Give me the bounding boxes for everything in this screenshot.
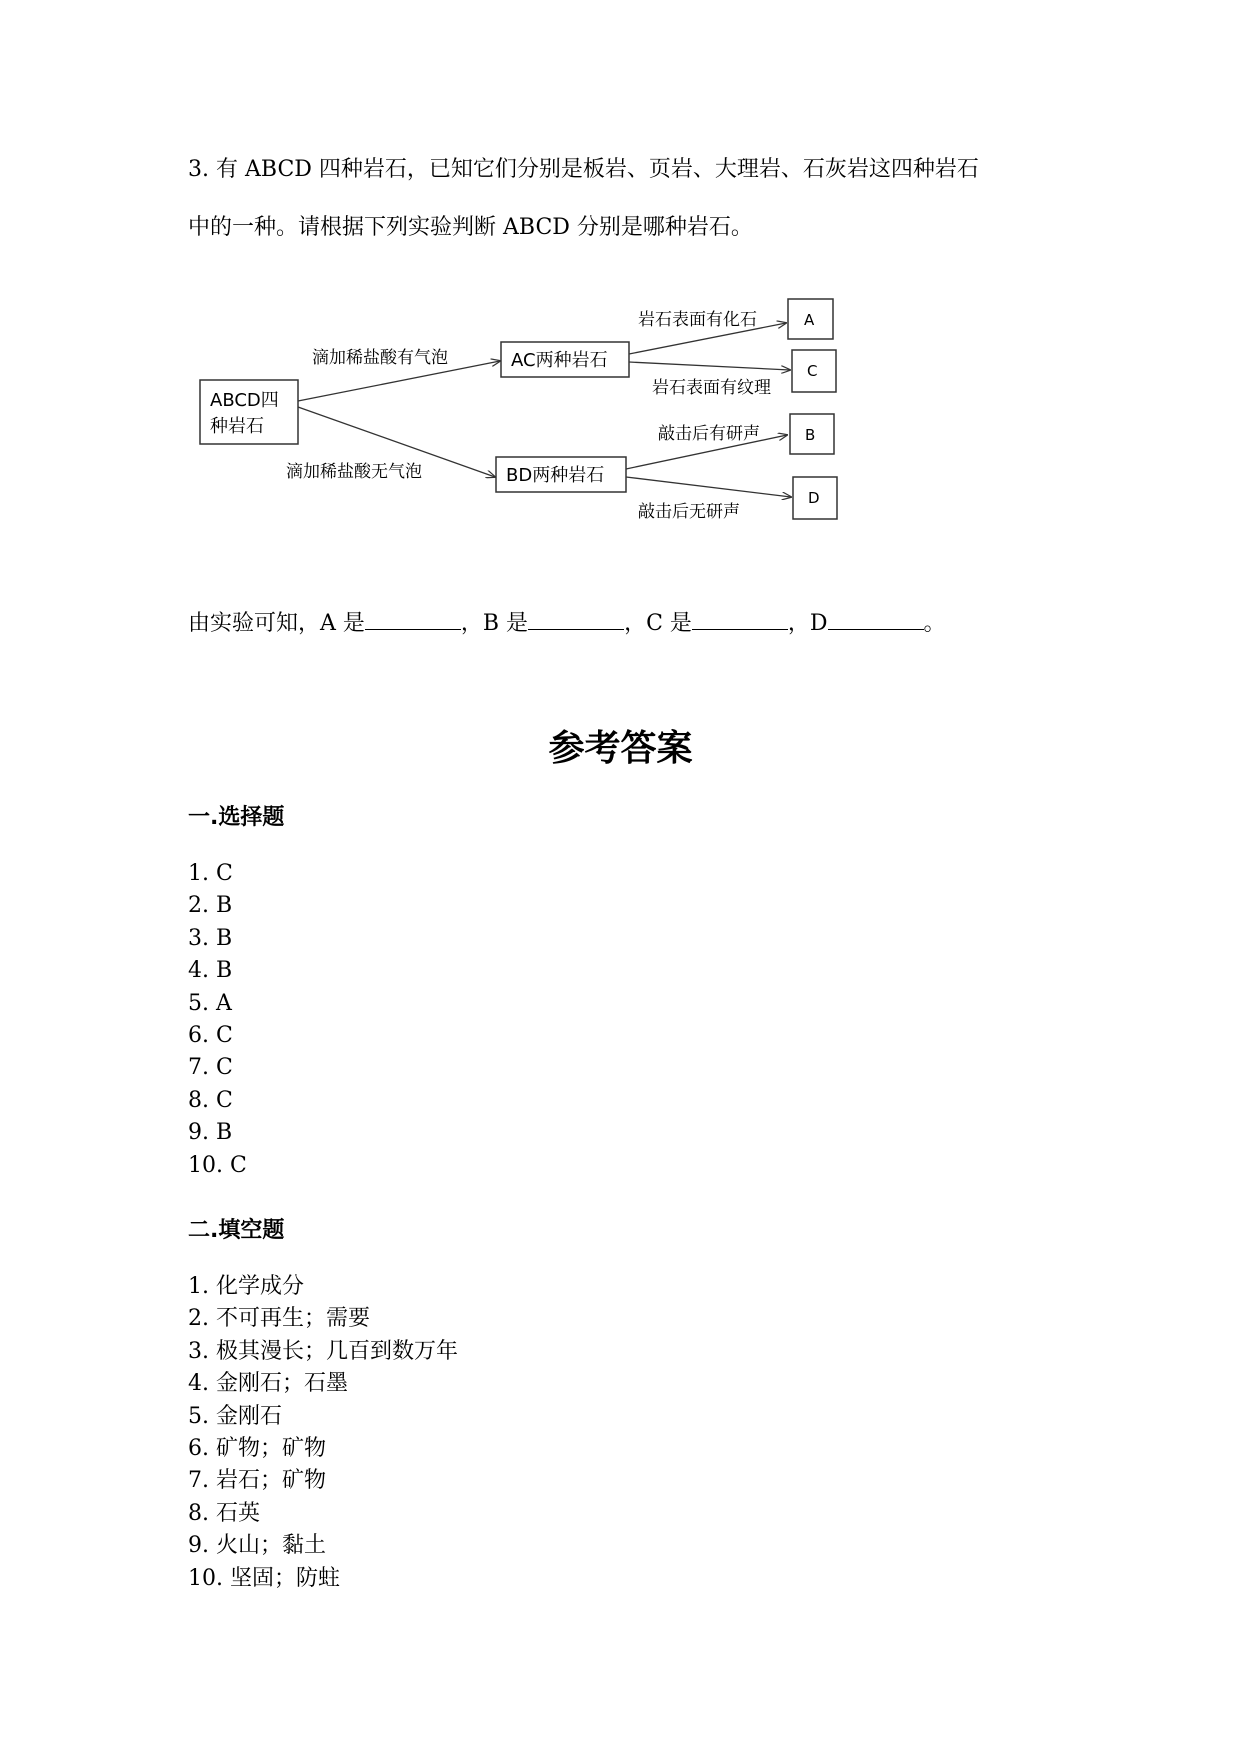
box-b-label: B (805, 426, 816, 444)
sep-d: ，D (787, 611, 828, 636)
label-no-sound: 敲击后无研声 (638, 502, 740, 522)
box-d-label: D (808, 489, 820, 507)
blank-d[interactable] (828, 611, 924, 630)
question-line-2: 中的一种。请根据下列实验判断 ABCD 分别是哪种岩石。 (188, 215, 753, 240)
list-item: 3. B (188, 925, 233, 951)
branch-bottom-label: 滴加稀盐酸无气泡 (286, 462, 422, 482)
label-fossil: 岩石表面有化石 (638, 310, 757, 330)
ac-box-label: AC两种岩石 (511, 350, 608, 371)
conclusion-prefix: 由实验可知，A 是 (188, 611, 365, 636)
box-a-label: A (804, 311, 815, 329)
conclusion-line (188, 606, 946, 637)
arrow-to-c (629, 362, 790, 370)
list-item: 6. C (188, 1022, 233, 1048)
sep-c: ，C 是 (624, 611, 692, 636)
blank-b[interactable] (528, 611, 624, 630)
list-item: 4. 金刚石；石墨 (188, 1371, 348, 1397)
blank-a[interactable] (365, 611, 461, 630)
section-title-fill: 二.填空题 (188, 1218, 285, 1243)
list-item: 9. 火山；黏土 (188, 1533, 326, 1559)
list-item: 1. C (188, 861, 233, 886)
conclusion-end: 。 (923, 611, 946, 636)
question-line-1: 3. 有 ABCD 四种岩石，已知它们分别是板岩、页岩、大理岩、石灰岩这四种岩石 (188, 157, 979, 182)
list-item: 8. C (188, 1087, 233, 1113)
list-item: 2. B (188, 893, 233, 919)
list-item: 9. B (188, 1120, 233, 1146)
list-item: 5. 金刚石 (188, 1403, 282, 1429)
answer-key-title: 参考答案 (548, 728, 693, 769)
label-texture: 岩石表面有纹理 (652, 378, 771, 398)
start-box-line-2: 种岩石 (210, 416, 264, 437)
start-box-line-1: ABCD四 (210, 390, 279, 411)
choice-answer-list (188, 858, 247, 1182)
list-item: 10. C (188, 1152, 247, 1178)
list-item: 3. 极其漫长；几百到数万年 (188, 1338, 458, 1364)
list-item: 6. 矿物；矿物 (188, 1435, 326, 1461)
list-item: 1. 化学成分 (188, 1274, 304, 1299)
fill-answer-list (188, 1271, 458, 1595)
branch-top-label: 滴加稀盐酸有气泡 (312, 348, 448, 368)
list-item: 4. B (188, 958, 233, 984)
list-item: 7. C (188, 1055, 233, 1081)
arrow-to-d (626, 477, 791, 497)
blank-c[interactable] (692, 611, 788, 630)
sep-b: ，B 是 (460, 611, 529, 636)
list-item: 7. 岩石；矿物 (188, 1468, 326, 1494)
label-sound: 敲击后有研声 (658, 424, 760, 444)
box-c-label: C (807, 362, 818, 380)
section-title-choice: 一.选择题 (188, 805, 285, 830)
list-item: 2. 不可再生；需要 (188, 1306, 370, 1332)
bd-box-label: BD两种岩石 (506, 465, 605, 486)
list-item: 5. A (188, 990, 232, 1016)
list-item: 10. 坚固；防蛀 (188, 1565, 340, 1591)
experiment-flow-diagram (190, 285, 890, 535)
list-item: 8. 石英 (188, 1500, 260, 1526)
